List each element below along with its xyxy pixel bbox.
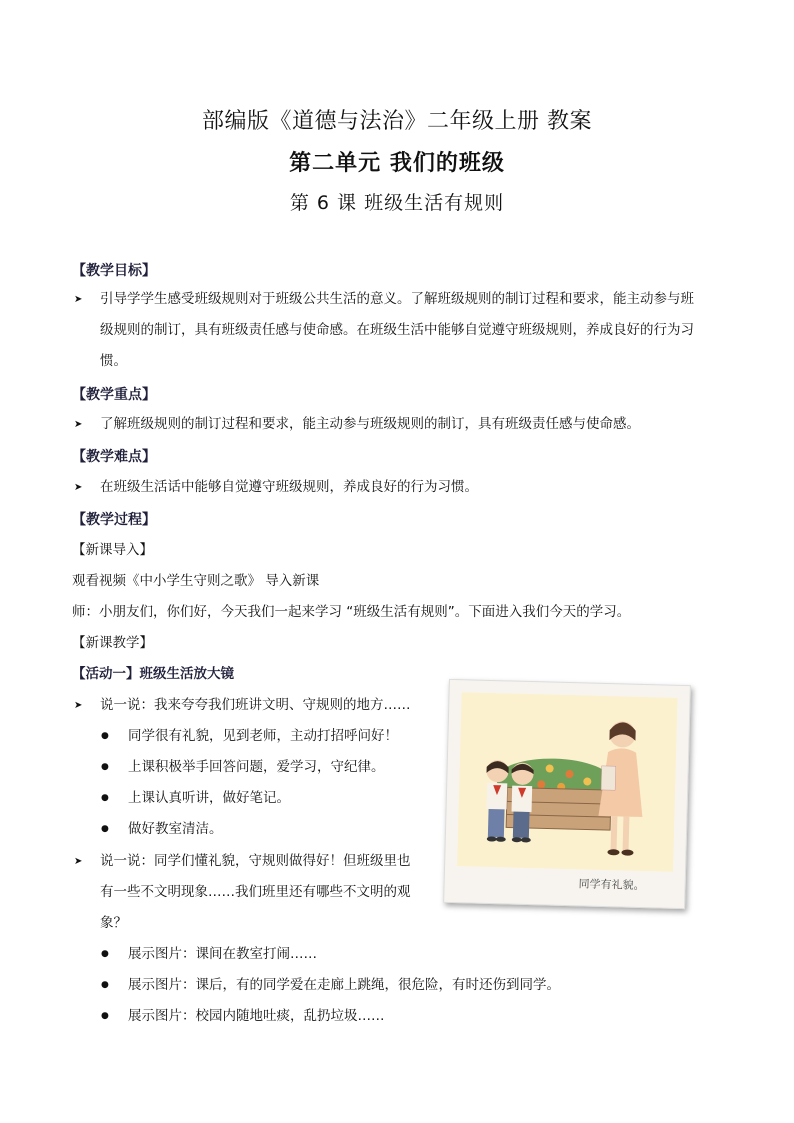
goals-line: 惯。 [100, 353, 127, 369]
illustration-image [457, 692, 677, 872]
difficulties-text: 在班级生活话中能够自觉遵守班级规则，养成良好的行为习惯。 [100, 479, 478, 495]
say-line: 说一说：同学们懂礼貌，守规则做得好！但班级里也 [100, 853, 411, 869]
intro-line: 师：小朋友们，你们好，今天我们一起来学习 “班级生活有规则”。下面进入我们今天的学习。 [72, 604, 631, 620]
say-line: 有一些不文明现象……我们班里还有哪些不文明的观 [100, 884, 411, 900]
bullet-icon: ● [101, 980, 109, 990]
list-item: 上课积极举手回答问题，爱学习，守纪律。 [128, 759, 385, 775]
goals-line: 级规则的制订，具有班级责任感与使命感。在班级生活中能够自觉遵守班级规则，养成良好的行为习 [100, 322, 694, 338]
goals-line: 引导学学生感受班级规则对于班级公共生活的意义。了解班级规则的制订过程和要求，能主动参与班 [100, 291, 694, 307]
say-line: 象？ [100, 915, 127, 931]
difficulties-heading: 【教学难点】 [72, 449, 156, 465]
list-item: 展示图片：课后，有的同学爱在走廊上跳绳，很危险，有时还伤到同学。 [128, 977, 560, 993]
intro-heading: 【新课导入】 [72, 542, 153, 558]
arrow-bullet-icon: ➤ [74, 700, 83, 711]
bullet-icon: ● [101, 824, 109, 834]
list-item: 展示图片：课间在教室打闹…… [128, 946, 317, 962]
say-line: 说一说：我来夸夸我们班讲文明、守规则的地方…… [100, 697, 411, 713]
arrow-bullet-icon: ➤ [74, 419, 83, 430]
bullet-icon: ● [101, 762, 109, 772]
bullet-icon: ● [101, 731, 109, 741]
bullet-icon: ● [101, 1011, 109, 1021]
bullet-icon: ● [101, 793, 109, 803]
list-item: 做好教室清洁。 [128, 821, 223, 837]
unit-title: 第二单元 我们的班级 [289, 151, 505, 176]
illustration-photo [443, 679, 691, 909]
teach-heading: 【新课教学】 [72, 635, 153, 651]
arrow-bullet-icon: ➤ [74, 294, 83, 305]
illustration-caption: 同学有礼貌。 [578, 877, 645, 893]
activity-heading: 【活动一】班级生活放大镜 [72, 666, 234, 682]
list-item: 展示图片：校园内随地吐痰，乱扔垃圾…… [128, 1008, 385, 1024]
arrow-bullet-icon: ➤ [74, 482, 83, 493]
goals-heading: 【教学目标】 [72, 263, 156, 279]
intro-line: 观看视频《中小学生守则之歌》 导入新课 [72, 573, 320, 589]
classroom-scene-illustration [457, 692, 677, 872]
process-heading: 【教学过程】 [72, 512, 156, 528]
lesson-title: 第 6 课 班级生活有规则 [289, 192, 505, 214]
bullet-icon: ● [101, 949, 109, 959]
arrow-bullet-icon: ➤ [74, 856, 83, 867]
list-item: 上课认真听讲，做好笔记。 [128, 790, 290, 806]
key-points-heading: 【教学重点】 [72, 387, 156, 403]
document-title: 部编版《道德与法治》二年级上册 教案 [202, 109, 592, 134]
list-item: 同学很有礼貌，见到老师，主动打招呼问好！ [128, 728, 398, 744]
key-points-text: 了解班级规则的制订过程和要求，能主动参与班级规则的制订，具有班级责任感与使命感。 [100, 416, 640, 432]
